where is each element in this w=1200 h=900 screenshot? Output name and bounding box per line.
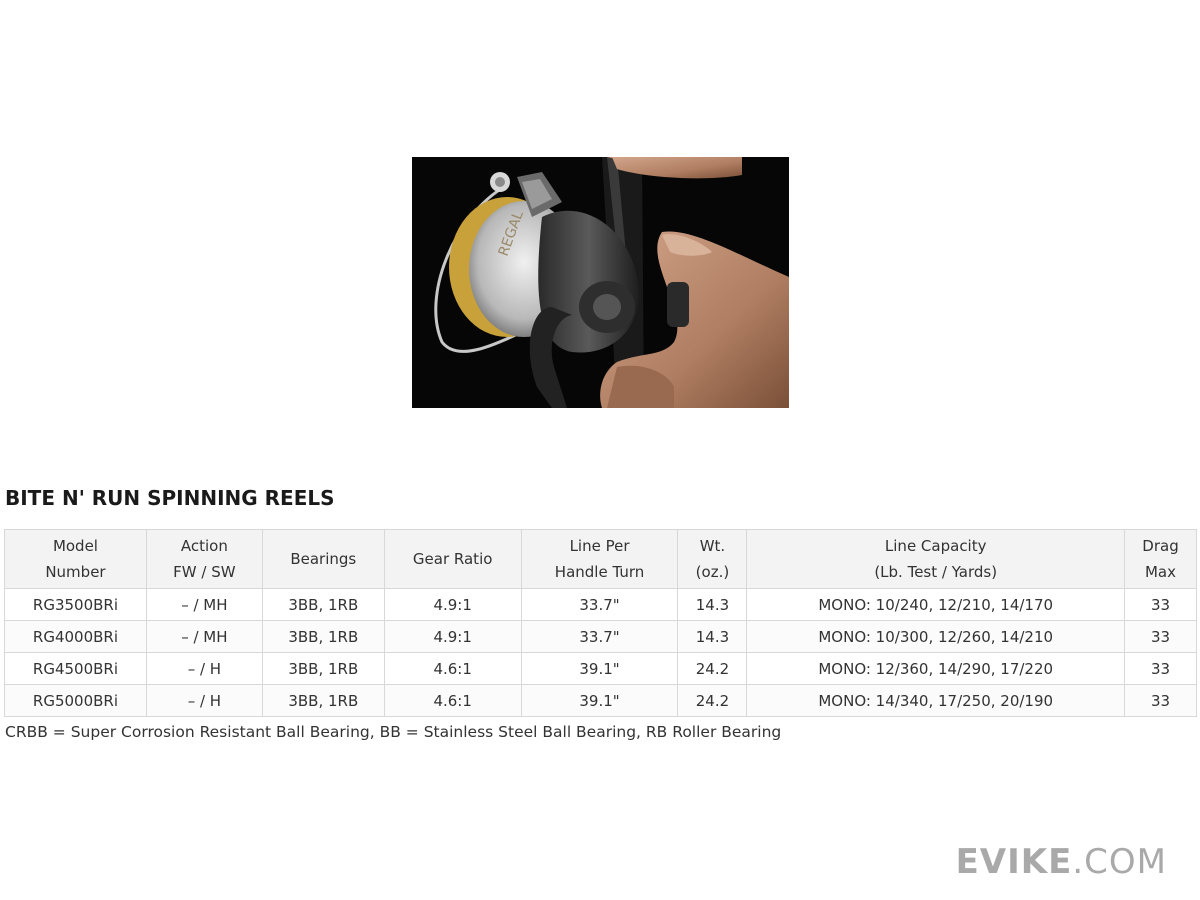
section-title: BITE N' RUN SPINNING REELS bbox=[5, 486, 335, 510]
cell-line-capacity: MONO: 10/300, 12/260, 14/210 bbox=[747, 621, 1125, 653]
header-line: Handle Turn bbox=[554, 563, 645, 581]
header-line: (oz.) bbox=[695, 563, 730, 581]
header-line: (Lb. Test / Yards) bbox=[874, 563, 998, 581]
header-drag-max bbox=[1125, 530, 1197, 589]
cell-line-per-turn: 39.1" bbox=[521, 653, 678, 685]
header-line: FW / SW bbox=[173, 563, 236, 581]
header-line-capacity bbox=[747, 530, 1125, 589]
header-line: Max bbox=[1144, 563, 1176, 581]
cell-line-per-turn: 33.7" bbox=[521, 621, 678, 653]
header-line-per-turn bbox=[521, 530, 678, 589]
header-line: Line Capacity bbox=[884, 537, 987, 555]
cell-gear-ratio: 4.9:1 bbox=[384, 589, 521, 621]
cell-drag-max: 33 bbox=[1125, 589, 1197, 621]
cell-drag-max: 33 bbox=[1125, 653, 1197, 685]
cell-gear-ratio: 4.6:1 bbox=[384, 685, 521, 717]
svg-text:REGAL: REGAL bbox=[495, 208, 527, 259]
evike-watermark bbox=[956, 842, 1167, 882]
header-weight bbox=[678, 530, 747, 589]
cell-action: – / MH bbox=[146, 621, 262, 653]
header-model-number bbox=[5, 530, 147, 589]
cell-weight: 14.3 bbox=[678, 621, 747, 653]
header-line: Line Per bbox=[569, 537, 630, 555]
cell-model: RG4000BRi bbox=[5, 621, 147, 653]
cell-model: RG3500BRi bbox=[5, 589, 147, 621]
cell-model: RG4500BRi bbox=[5, 653, 147, 685]
watermark-part1: EVIKE bbox=[955, 842, 1073, 882]
table-row bbox=[5, 685, 1197, 717]
cell-line-capacity: MONO: 14/340, 17/250, 20/190 bbox=[747, 685, 1125, 717]
cell-action: – / H bbox=[146, 685, 262, 717]
cell-bearings: 3BB, 1RB bbox=[262, 653, 384, 685]
cell-action: – / H bbox=[146, 653, 262, 685]
table-row bbox=[5, 621, 1197, 653]
header-line: Bearings bbox=[290, 550, 357, 568]
table-row bbox=[5, 589, 1197, 621]
cell-bearings: 3BB, 1RB bbox=[262, 621, 384, 653]
header-line: Model bbox=[52, 537, 98, 555]
bearing-footnote: CRBB = Super Corrosion Resistant Ball Bearing, BB = Stainless Steel Ball Bearing, RB Roller Bearing bbox=[5, 723, 782, 741]
header-line: Gear Ratio bbox=[412, 550, 493, 568]
header-gear-ratio bbox=[384, 530, 521, 589]
header-line: Number bbox=[45, 563, 106, 581]
cell-line-capacity: MONO: 12/360, 14/290, 17/220 bbox=[747, 653, 1125, 685]
product-photo bbox=[412, 157, 789, 408]
watermark-part2: .COM bbox=[1072, 842, 1167, 882]
cell-weight: 24.2 bbox=[678, 653, 747, 685]
spinning-reel-illustration bbox=[412, 157, 789, 408]
cell-gear-ratio: 4.9:1 bbox=[384, 621, 521, 653]
header-bearings bbox=[262, 530, 384, 589]
cell-gear-ratio: 4.6:1 bbox=[384, 653, 521, 685]
cell-line-capacity: MONO: 10/240, 12/210, 14/170 bbox=[747, 589, 1125, 621]
cell-weight: 14.3 bbox=[678, 589, 747, 621]
cell-action: – / MH bbox=[146, 589, 262, 621]
table-row bbox=[5, 653, 1197, 685]
header-action bbox=[146, 530, 262, 589]
cell-line-per-turn: 39.1" bbox=[521, 685, 678, 717]
cell-weight: 24.2 bbox=[678, 685, 747, 717]
specs-table bbox=[4, 529, 1197, 717]
cell-drag-max: 33 bbox=[1125, 685, 1197, 717]
header-line: Action bbox=[180, 537, 228, 555]
cell-bearings: 3BB, 1RB bbox=[262, 685, 384, 717]
cell-drag-max: 33 bbox=[1125, 621, 1197, 653]
cell-bearings: 3BB, 1RB bbox=[262, 589, 384, 621]
header-line: Wt. bbox=[699, 537, 726, 555]
cell-line-per-turn: 33.7" bbox=[521, 589, 678, 621]
header-line: Drag bbox=[1142, 537, 1179, 555]
table-header-row bbox=[5, 530, 1197, 589]
cell-model: RG5000BRi bbox=[5, 685, 147, 717]
